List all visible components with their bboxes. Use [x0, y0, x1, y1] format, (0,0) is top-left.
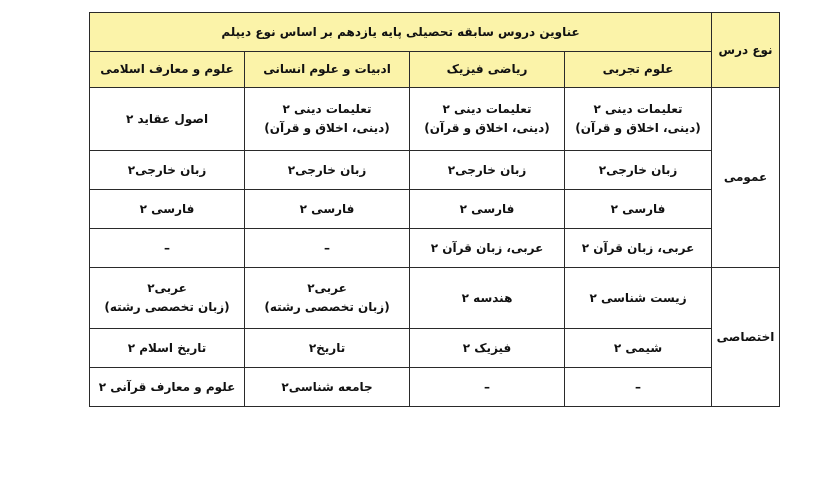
diploma-courses-table-container — [89, 12, 779, 407]
table-row — [90, 329, 780, 368]
course-cell: فارسی ۲ — [245, 190, 410, 229]
table-title: عناوین دروس سابقه تحصیلی پایه یازدهم بر اساس نوع دیپلم — [90, 13, 712, 52]
course-cell: شیمی ۲ — [565, 329, 712, 368]
course-note: (دینی، اخلاق و قرآن) — [424, 121, 550, 135]
table-row — [90, 190, 780, 229]
course-cell: تاریخ اسلام ۲ — [90, 329, 245, 368]
course-note: (زبان تخصصی رشته) — [104, 300, 230, 314]
title-row — [90, 13, 780, 52]
course-cell: هندسه ۲ — [410, 268, 565, 329]
empty-cell-dash: – — [565, 368, 712, 407]
course-cell — [90, 268, 245, 329]
table-row — [90, 151, 780, 190]
course-name: عربی۲ — [147, 281, 187, 296]
course-name: عربی۲ — [307, 281, 347, 296]
course-cell: زیست شناسی ۲ — [565, 268, 712, 329]
empty-cell-dash: – — [245, 229, 410, 268]
course-cell — [245, 268, 410, 329]
track-header-experimental-sciences: علوم تجربی — [565, 52, 712, 88]
course-cell — [565, 88, 712, 151]
course-cell — [245, 88, 410, 151]
course-note: (زبان تخصصی رشته) — [264, 300, 390, 314]
course-cell: عربی، زبان قرآن ۲ — [410, 229, 565, 268]
course-name: تعلیمات دینی ۲ — [442, 102, 532, 117]
course-cell: زبان خارجی۲ — [90, 151, 245, 190]
table-row — [90, 88, 780, 151]
table-row — [90, 368, 780, 407]
track-header-islamic-studies: علوم و معارف اسلامی — [90, 52, 245, 88]
course-cell: زبان خارجی۲ — [565, 151, 712, 190]
course-cell — [90, 88, 245, 151]
course-cell: عربی، زبان قرآن ۲ — [565, 229, 712, 268]
course-note: (دینی، اخلاق و قرآن) — [575, 121, 701, 135]
course-cell: زبان خارجی۲ — [410, 151, 565, 190]
group-label-general: عمومی — [712, 88, 780, 268]
table-row — [90, 268, 780, 329]
course-cell: فارسی ۲ — [565, 190, 712, 229]
course-name: تعلیمات دینی ۲ — [282, 102, 372, 117]
course-cell: جامعه شناسی۲ — [245, 368, 410, 407]
empty-cell-dash: – — [410, 368, 565, 407]
course-cell: فیزیک ۲ — [410, 329, 565, 368]
course-cell: تاریخ۲ — [245, 329, 410, 368]
track-header-math-physics: ریاضی فیزیک — [410, 52, 565, 88]
diploma-courses-table — [89, 12, 780, 407]
course-cell: زبان خارجی۲ — [245, 151, 410, 190]
course-cell: فارسی ۲ — [90, 190, 245, 229]
course-note: (دینی، اخلاق و قرآن) — [264, 121, 390, 135]
track-header-humanities: ادبیات و علوم انسانی — [245, 52, 410, 88]
course-name: تعلیمات دینی ۲ — [593, 102, 683, 117]
track-header-row — [90, 52, 780, 88]
course-cell — [410, 88, 565, 151]
empty-cell-dash: – — [90, 229, 245, 268]
course-cell: علوم و معارف قرآنی ۲ — [90, 368, 245, 407]
course-type-header: نوع درس — [712, 13, 780, 88]
course-cell: فارسی ۲ — [410, 190, 565, 229]
group-label-specialized: اختصاصی — [712, 268, 780, 407]
table-row — [90, 229, 780, 268]
course-name: اصول عقاید ۲ — [125, 111, 209, 126]
